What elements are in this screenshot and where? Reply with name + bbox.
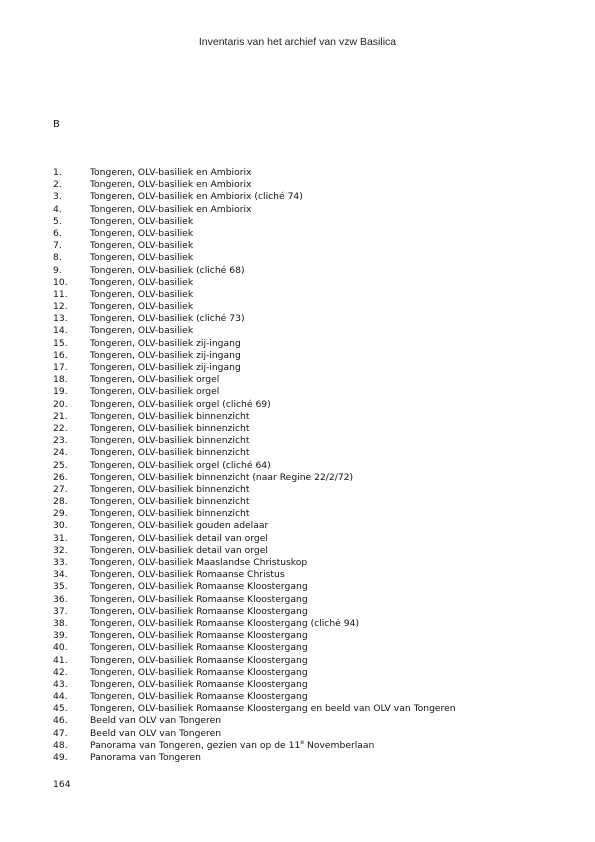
list-item xyxy=(53,581,573,593)
entry-number: 17. xyxy=(53,362,68,373)
list-item xyxy=(53,569,573,581)
list-item xyxy=(53,679,573,691)
entry-number: 3. xyxy=(53,191,62,203)
entry-number: 26. xyxy=(53,471,68,483)
entry-description: Tongeren, OLV-basiliek Romaanse Kloostergang (cliché 94) xyxy=(90,617,360,629)
entry-description: Tongeren, OLV-basiliek binnenzicht xyxy=(90,447,250,459)
list-item xyxy=(53,691,573,703)
entry-description: Tongeren, OLV-basiliek xyxy=(90,215,194,227)
entry-number: 4. xyxy=(53,203,62,215)
entry-number: 5. xyxy=(53,215,62,227)
entry-number: 40. xyxy=(53,642,68,654)
list-item xyxy=(53,460,573,472)
entry-description: Tongeren, OLV-basiliek en Ambiorix xyxy=(90,167,252,178)
entry-number: 20. xyxy=(53,398,68,410)
list-item xyxy=(53,399,573,411)
list-item xyxy=(53,715,573,727)
entry-number: 34. xyxy=(53,569,68,581)
list-item xyxy=(53,252,573,264)
entry-description: Tongeren, OLV-basiliek xyxy=(90,240,194,252)
entry-number: 42. xyxy=(53,666,68,678)
entry-number: 1. xyxy=(53,167,62,178)
entry-description: Tongeren, OLV-basiliek xyxy=(90,325,194,337)
entry-number: 41. xyxy=(53,654,68,666)
page-header: Inventaris van het archief van vzw Basilica xyxy=(198,36,397,48)
list-item xyxy=(53,484,573,496)
entry-number: 9. xyxy=(53,264,62,276)
entry-number: 43. xyxy=(53,678,68,690)
list-item xyxy=(53,728,573,740)
entry-description: Tongeren, OLV-basiliek Romaanse Kloostergang xyxy=(90,678,308,690)
list-item xyxy=(53,642,573,654)
list-item xyxy=(53,618,573,630)
entry-number: 29. xyxy=(53,508,68,520)
list-item xyxy=(53,228,573,240)
entry-description-part: Panorama van Tongeren, gezien van op de 11 xyxy=(90,739,301,751)
list-item xyxy=(53,594,573,606)
list-item xyxy=(53,752,573,764)
entry-description: Tongeren, OLV-basiliek detail van orgel xyxy=(90,544,268,556)
entry-description: Beeld van OLV van Tongeren xyxy=(90,727,222,739)
entry-description: Tongeren, OLV-basiliek detail van orgel xyxy=(90,532,268,544)
entry-number: 25. xyxy=(53,459,68,471)
list-item xyxy=(53,313,573,325)
list-item xyxy=(53,277,573,289)
entry-number: 48. xyxy=(53,739,68,751)
entry-description: Tongeren, OLV-basiliek Romaanse Christus xyxy=(90,569,285,581)
entry-description: Tongeren, OLV-basiliek orgel xyxy=(90,374,220,386)
list-item xyxy=(53,740,573,752)
list-item xyxy=(53,667,573,679)
entry-description: Tongeren, OLV-basiliek Romaanse Kloostergang xyxy=(90,593,308,605)
entry-number: 39. xyxy=(53,630,68,642)
list-item xyxy=(53,533,573,545)
entry-description: Tongeren, OLV-basiliek Romaanse Kloostergang xyxy=(90,605,308,617)
list-item xyxy=(53,447,573,459)
entry-number: 19. xyxy=(53,386,68,398)
entry-description: Tongeren, OLV-basiliek binnenzicht (naar Regine 22/2/72) xyxy=(90,471,354,483)
list-item xyxy=(53,557,573,569)
entry-description: Tongeren, OLV-basiliek Romaanse Kloostergang xyxy=(90,630,308,642)
entry-description: Tongeren, OLV-basiliek Romaanse Kloostergang xyxy=(90,581,308,593)
entry-number: 36. xyxy=(53,593,68,605)
entry-number: 11. xyxy=(53,288,68,300)
list-item xyxy=(53,338,573,350)
entry-number: 12. xyxy=(53,301,68,313)
entry-number: 6. xyxy=(53,227,62,239)
entry-number: 23. xyxy=(53,435,68,447)
entry-number: 35. xyxy=(53,581,68,593)
entry-number: 24. xyxy=(53,447,68,459)
list-item xyxy=(53,289,573,301)
list-item xyxy=(53,240,573,252)
entry-description: Tongeren, OLV-basiliek Maaslandse Christuskop xyxy=(90,557,308,568)
list-item xyxy=(53,630,573,642)
entry-number: 7. xyxy=(53,240,62,252)
entry-number: 47. xyxy=(53,727,68,739)
entry-number: 33. xyxy=(53,557,68,568)
list-item xyxy=(53,167,573,179)
list-item xyxy=(53,362,573,374)
entry-description: Tongeren, OLV-basiliek xyxy=(90,301,194,313)
list-item xyxy=(53,374,573,386)
entry-number: 16. xyxy=(53,349,68,361)
entry-description: Tongeren, OLV-basiliek xyxy=(90,288,194,300)
entry-description xyxy=(90,740,573,752)
entry-description: Tongeren, OLV-basiliek binnenzicht xyxy=(90,483,250,495)
entry-number: 32. xyxy=(53,544,68,556)
list-item xyxy=(53,703,573,715)
entry-number: 49. xyxy=(53,752,68,763)
list-item xyxy=(53,423,573,435)
list-item xyxy=(53,191,573,203)
entry-number: 28. xyxy=(53,496,68,508)
entry-description: Tongeren, OLV-basiliek Romaanse Kloostergang xyxy=(90,691,308,703)
list-item xyxy=(53,520,573,532)
entry-description: Tongeren, OLV-basiliek en Ambiorix xyxy=(90,203,252,215)
entry-description: Tongeren, OLV-basiliek binnenzicht xyxy=(90,422,250,434)
entry-number: 38. xyxy=(53,617,68,629)
entry-number: 13. xyxy=(53,313,68,325)
entry-description: Tongeren, OLV-basiliek xyxy=(90,227,194,239)
list-item xyxy=(53,325,573,337)
list-item xyxy=(53,435,573,447)
list-item xyxy=(53,496,573,508)
entry-description: Tongeren, OLV-basiliek xyxy=(90,252,194,264)
list-item xyxy=(53,508,573,520)
list-item xyxy=(53,265,573,277)
list-item xyxy=(53,411,573,423)
entry-number: 10. xyxy=(53,276,68,288)
entry-description: Tongeren, OLV-basiliek binnenzicht xyxy=(90,508,250,520)
entry-description: Tongeren, OLV-basiliek en Ambiorix (cliché 74) xyxy=(90,191,303,203)
entry-description: Tongeren, OLV-basiliek zij-ingang xyxy=(90,349,241,361)
entry-description: Tongeren, OLV-basiliek xyxy=(90,276,194,288)
entry-number: 37. xyxy=(53,605,68,617)
list-item xyxy=(53,472,573,484)
entry-description: Tongeren, OLV-basiliek binnenzicht xyxy=(90,435,250,447)
list-item xyxy=(53,216,573,228)
entry-description: Tongeren, OLV-basiliek binnenzicht xyxy=(90,410,250,422)
list-item xyxy=(53,606,573,618)
entry-description: Tongeren, OLV-basiliek Romaanse Kloostergang xyxy=(90,642,308,654)
entry-number: 31. xyxy=(53,532,68,544)
entry-description: Tongeren, OLV-basiliek orgel (cliché 64) xyxy=(90,459,271,471)
entry-description: Tongeren, OLV-basiliek en Ambiorix xyxy=(90,179,252,191)
entry-number: 27. xyxy=(53,483,68,495)
ordinal-superscript: e xyxy=(300,738,305,746)
entry-number: 18. xyxy=(53,374,68,386)
list-item xyxy=(53,350,573,362)
page-number: 164 xyxy=(53,779,71,790)
entry-number: 30. xyxy=(53,520,68,532)
list-item xyxy=(53,545,573,557)
entry-description: Tongeren, OLV-basiliek orgel xyxy=(90,386,220,398)
list-item xyxy=(53,386,573,398)
entry-description: Tongeren, OLV-basiliek Romaanse Kloostergang en beeld van OLV van Tongeren xyxy=(90,703,456,715)
entry-number: 8. xyxy=(53,252,62,264)
entry-description: Tongeren, OLV-basiliek Romaanse Kloostergang xyxy=(90,654,308,666)
entry-number: 15. xyxy=(53,337,68,349)
entry-description: Tongeren, OLV-basiliek orgel (cliché 69) xyxy=(90,398,271,410)
list-item xyxy=(53,655,573,667)
entry-number: 45. xyxy=(53,703,68,715)
list-item xyxy=(53,179,573,191)
entry-description: Tongeren, OLV-basiliek gouden adelaar xyxy=(90,520,269,532)
entry-number: 14. xyxy=(53,325,68,337)
entry-description: Tongeren, OLV-basiliek (cliché 73) xyxy=(90,313,245,325)
entry-description: Tongeren, OLV-basiliek (cliché 68) xyxy=(90,264,245,276)
entry-description: Beeld van OLV van Tongeren xyxy=(90,715,222,727)
inventory-list xyxy=(53,167,573,764)
entry-description: Tongeren, OLV-basiliek Romaanse Kloostergang xyxy=(90,666,308,678)
entry-number: 21. xyxy=(53,410,68,422)
entry-number: 22. xyxy=(53,422,68,434)
list-item xyxy=(53,204,573,216)
entry-description: Tongeren, OLV-basiliek zij-ingang xyxy=(90,362,241,373)
entry-number: 2. xyxy=(53,179,62,191)
entry-description: Panorama van Tongeren xyxy=(90,752,201,763)
list-item xyxy=(53,301,573,313)
entry-number: 44. xyxy=(53,691,68,703)
entry-number: 46. xyxy=(53,715,68,727)
entry-description-part: Novemberlaan xyxy=(304,739,375,751)
entry-description: Tongeren, OLV-basiliek binnenzicht xyxy=(90,496,250,508)
section-letter: B xyxy=(53,119,60,130)
entry-description: Tongeren, OLV-basiliek zij-ingang xyxy=(90,337,241,349)
